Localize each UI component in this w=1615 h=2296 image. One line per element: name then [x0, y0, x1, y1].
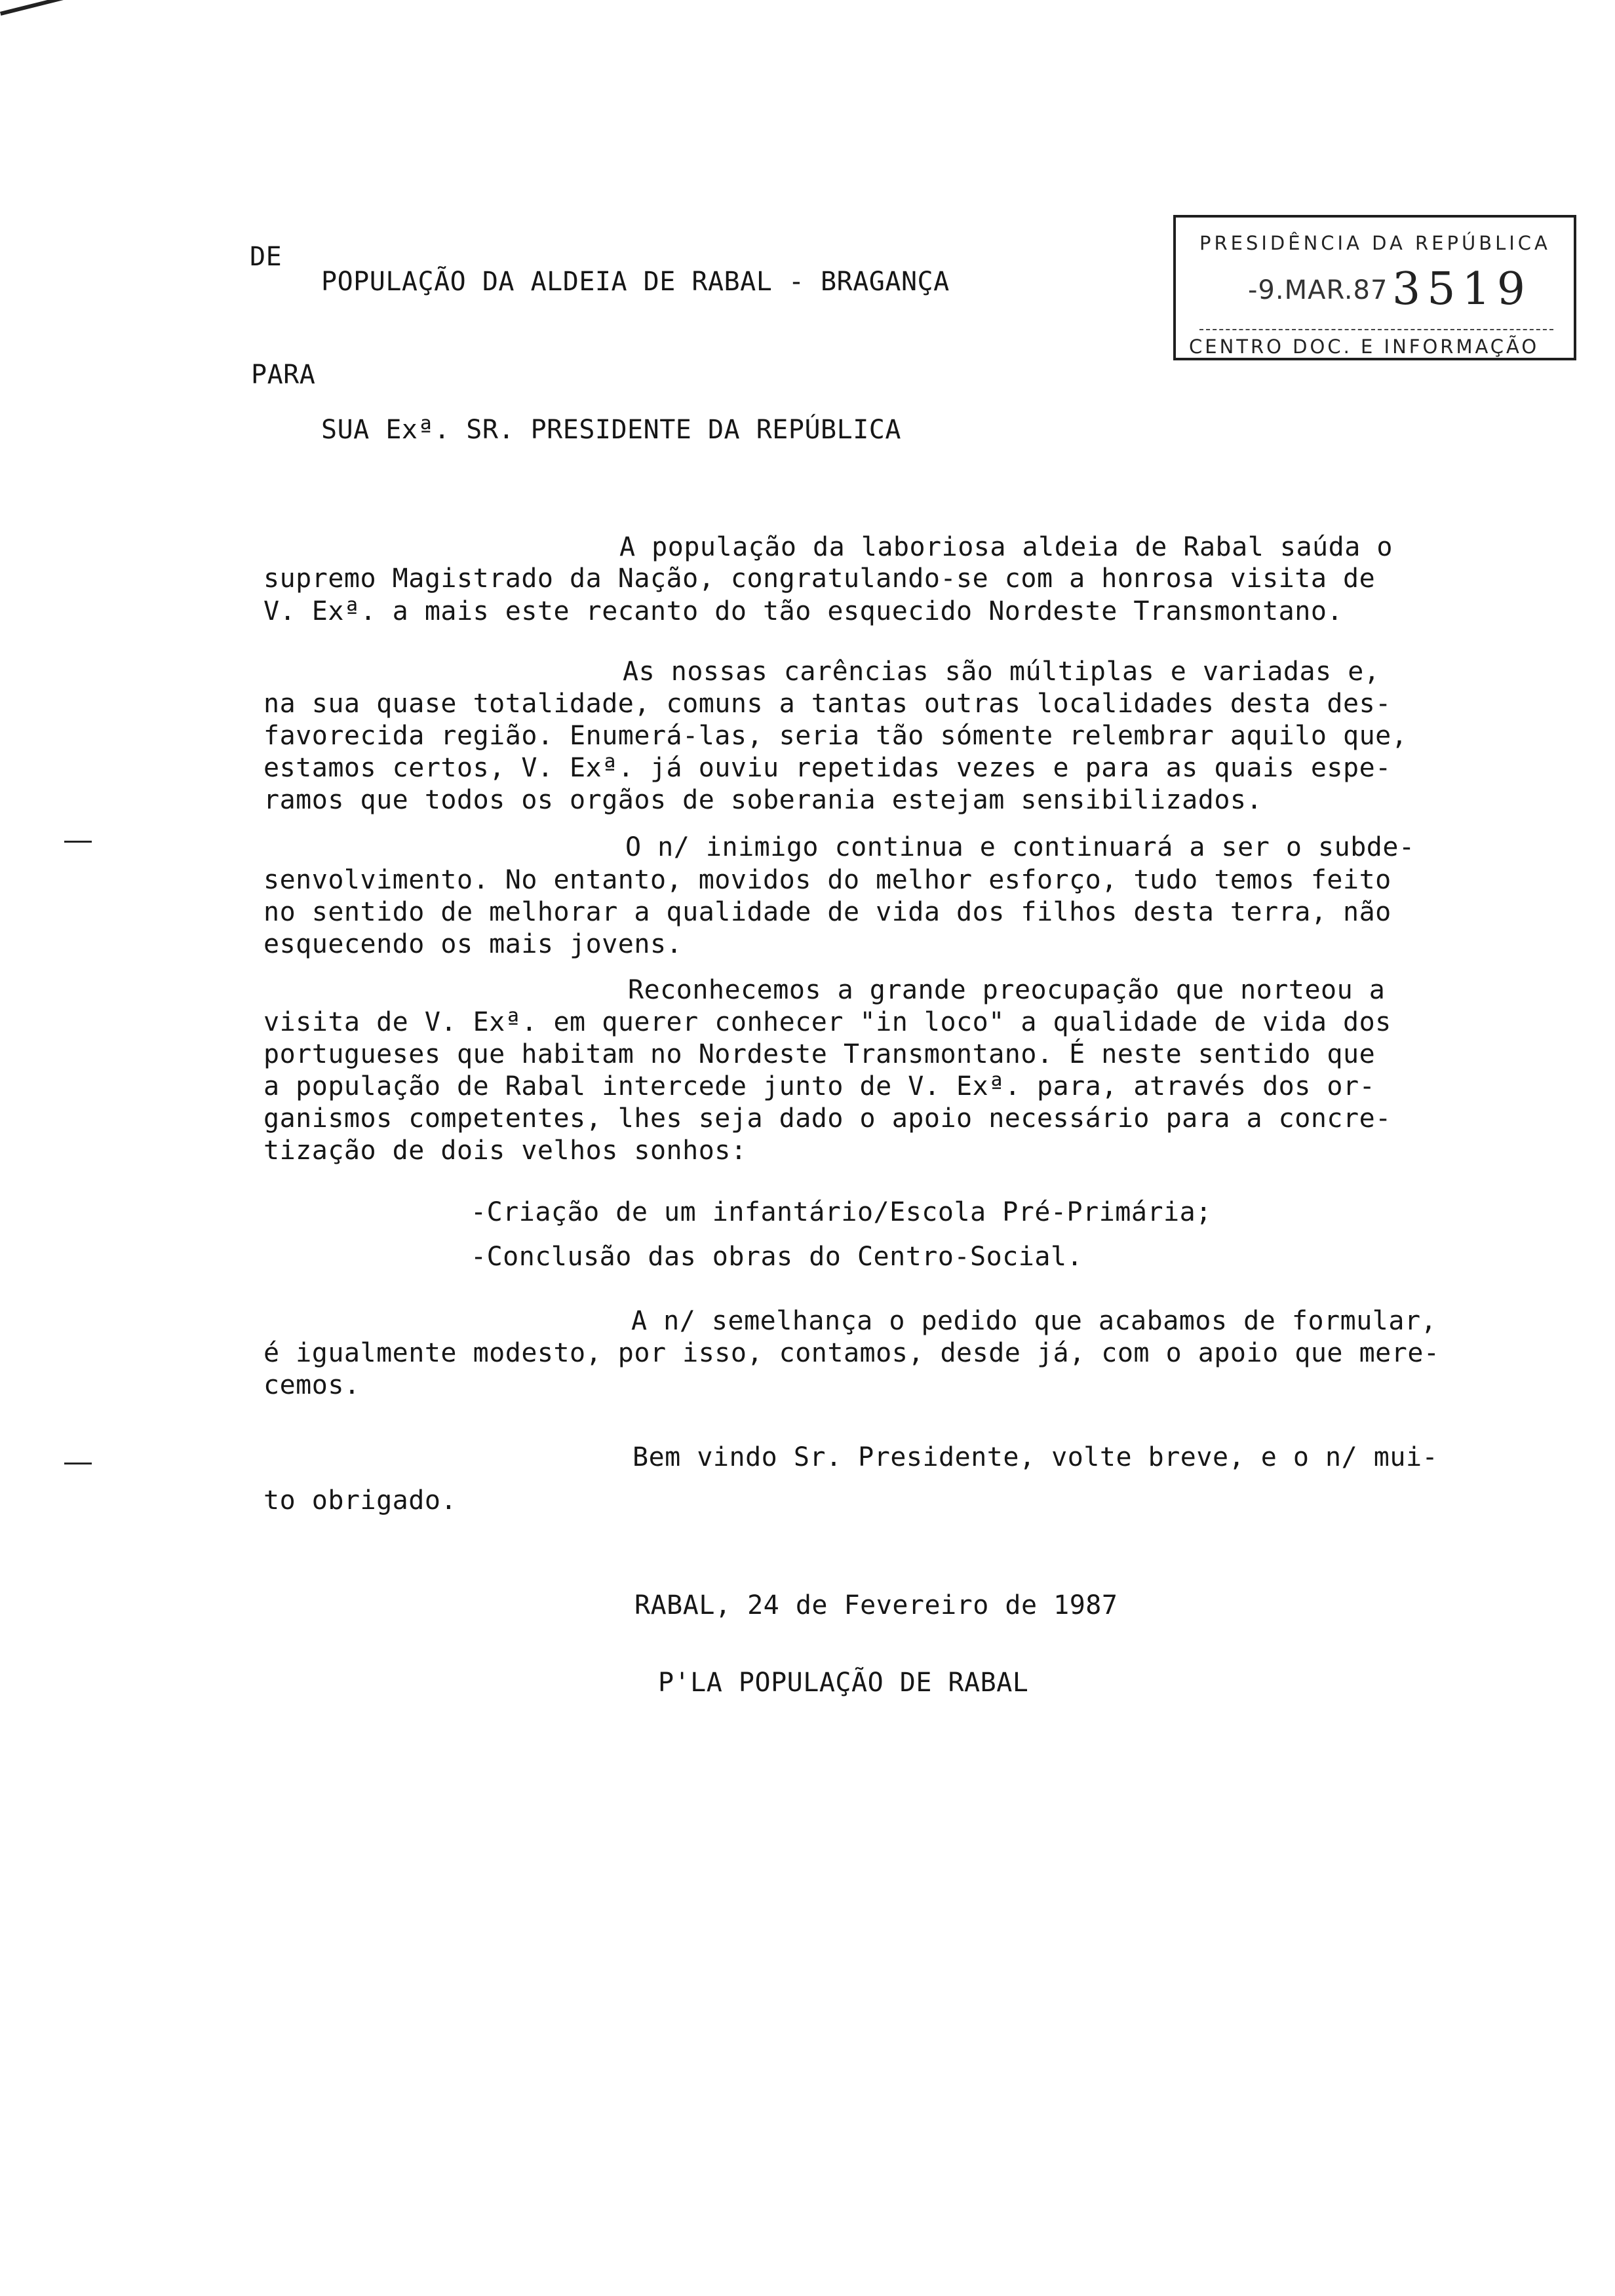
signature-line: P'LA POPULAÇÃO DE RABAL [658, 1668, 1029, 1698]
body-line: favorecida região. Enumerá-las, seria tão sómente relembrar aquilo que, [263, 721, 1408, 751]
stamp-header: PRESIDÊNCIA DA REPÚBLICA [1199, 232, 1551, 254]
from-label: DE [250, 242, 282, 272]
body-line: O n/ inimigo continua e continuará a ser o subde- [625, 832, 1415, 862]
list-item: -Criação de um infantário/Escola Pré-Primária; [471, 1197, 1212, 1227]
body-line: a população de Rabal intercede junto de V. Exª. para, através dos or- [263, 1071, 1376, 1101]
sender: POPULAÇÃO DA ALDEIA DE RABAL - BRAGANÇA [321, 267, 950, 297]
body-line: A população da laboriosa aldeia de Rabal saúda o [619, 532, 1393, 562]
body-line: visita de V. Exª. em querer conhecer "in loco" a qualidade de vida dos [263, 1007, 1391, 1037]
stamp-divider [1199, 329, 1553, 330]
place-and-date: RABAL, 24 de Fevereiro de 1987 [634, 1590, 1118, 1620]
stamp-footer: CENTRO DOC. E INFORMAÇÃO [1189, 335, 1540, 358]
registration-stamp [1173, 215, 1576, 360]
body-line: supremo Magistrado da Nação, congratulando-se com a honrosa visita de [263, 564, 1376, 594]
body-line: V. Exª. a mais este recanto do tão esquecido Nordeste Transmontano. [263, 596, 1343, 626]
body-line: A n/ semelhança o pedido que acabamos de formular, [631, 1306, 1437, 1336]
body-line: estamos certos, V. Exª. já ouviu repetidas vezes e para as quais espe- [263, 753, 1391, 783]
corner-scan-mark [0, 0, 76, 16]
to-label: PARA [251, 360, 316, 390]
body-line: to obrigado. [263, 1485, 457, 1516]
body-line: na sua quase totalidade, comuns a tantas outras localidades desta des- [263, 689, 1391, 719]
stamp-date: -9.MAR.87 [1248, 275, 1388, 305]
body-line: esquecendo os mais jovens. [263, 929, 683, 959]
margin-scan-mark [64, 841, 92, 843]
body-line: ganismos competentes, lhes seja dado o apoio necessário para a concre- [263, 1103, 1391, 1134]
body-line: é igualmente modesto, por isso, contamos, desde já, com o apoio que mere- [263, 1338, 1440, 1368]
body-line: cemos. [263, 1370, 360, 1400]
recipient: SUA Exª. SR. PRESIDENTE DA REPÚBLICA [321, 415, 901, 445]
body-line: Reconhecemos a grande preocupação que norteou a [628, 975, 1386, 1005]
body-line: senvolvimento. No entanto, movidos do melhor esforço, tudo temos feito [263, 865, 1391, 895]
list-item: -Conclusão das obras do Centro-Social. [471, 1242, 1083, 1272]
margin-scan-mark [64, 1463, 92, 1464]
stamp-number: 3519 [1392, 263, 1532, 315]
body-line: no sentido de melhorar a qualidade de vida dos filhos desta terra, não [263, 897, 1391, 927]
body-line: tização de dois velhos sonhos: [263, 1136, 747, 1166]
body-line: portugueses que habitam no Nordeste Transmontano. É neste sentido que [263, 1039, 1376, 1069]
body-line: Bem vindo Sr. Presidente, volte breve, e o n/ mui- [632, 1442, 1439, 1472]
body-line: ramos que todos os orgãos de soberania estejam sensibilizados. [263, 785, 1263, 815]
body-line: As nossas carências são múltiplas e variadas e, [623, 657, 1380, 687]
